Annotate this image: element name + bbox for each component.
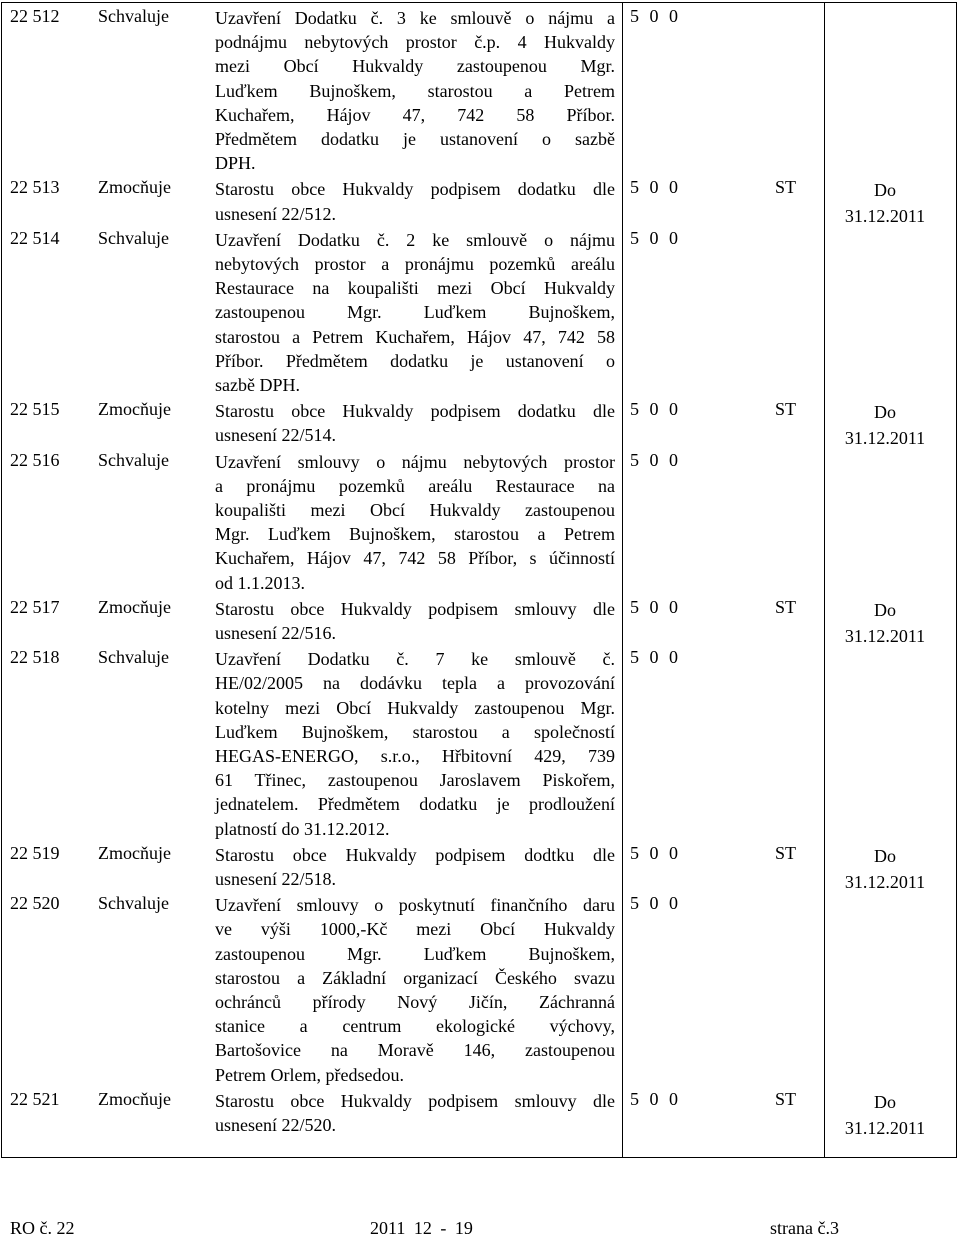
resolution-text-line: zastoupenou Mgr. Luďkem Bujnoškem,: [215, 943, 615, 964]
resolution-action: Zmocňuje: [98, 1088, 171, 1109]
resolution-text-line: usnesení 22/518.: [215, 869, 336, 889]
deadline-label: Do: [874, 1091, 896, 1112]
resolution-text-line: podnájmu nebytových prostor č.p. 4 Hukvaldy: [215, 32, 615, 53]
resolution-text-line: platností do 31.12.2012.: [215, 818, 390, 839]
resolution-text-line: starostou a Petrem Kuchařem, Hájov 47, 742 58: [215, 326, 615, 347]
resolution-text-line: sazbě DPH.: [215, 375, 300, 396]
resolution-text-line: Luďkem Bujnoškem, starostou a Petrem: [215, 80, 615, 101]
resolution-text-line: Restaurace na koupališti mezi Obcí Hukvaldy: [215, 278, 615, 299]
deadline: [825, 843, 945, 895]
resolution-text-line: zastoupenou Mgr. Luďkem Bujnoškem,: [215, 302, 615, 323]
resolution-text-line: Příbor. Předmětem dodatku je ustanovení o: [215, 350, 615, 371]
resolution-text-line: 61 Třinec, zastoupenou Jaroslavem Piskořem,: [215, 770, 615, 791]
resolution-action: Zmocňuje: [98, 399, 171, 420]
deadline-date: 31.12.2011: [844, 871, 926, 892]
resolution-text-line: Luďkem Bujnoškem, starostou a společností: [215, 721, 615, 742]
vote-count: 5 0 0: [630, 227, 678, 248]
resolution-text-line: Uzavření smlouvy o nájmu nebytových prostor: [215, 451, 615, 472]
responsible-person: ST: [775, 1088, 797, 1109]
resolution-text-line: a pronájmu pozemků areálu Restaurace na: [215, 475, 615, 496]
resolution-action: Zmocňuje: [98, 177, 171, 198]
resolution-text: [215, 647, 615, 841]
deadline: [825, 399, 945, 451]
resolution-text: [215, 893, 615, 1087]
deadline-label: Do: [874, 599, 896, 620]
resolution-number: 22 516: [10, 449, 60, 470]
resolution-number: 22 512: [10, 6, 60, 26]
resolution-text-line: Starostu obce Hukvaldy podpisem smlouvy dle: [215, 1090, 615, 1111]
resolution-text-line: usnesení 22/514.: [215, 425, 336, 446]
responsible-person: ST: [775, 177, 797, 198]
resolution-text-line: usnesení 22/516.: [215, 623, 336, 643]
resolution-text-line: usnesení 22/520.: [215, 1115, 336, 1135]
resolution-text: [215, 6, 615, 175]
resolution-action: Zmocňuje: [98, 842, 171, 863]
resolution-text-line: HE/02/2005 na dodávku tepla a provozování: [215, 673, 615, 694]
deadline-date: 31.12.2011: [844, 1117, 926, 1138]
resolution-number: 22 514: [10, 227, 60, 248]
page-footer: [0, 1218, 960, 1242]
resolution-text-line: Petrem Orlem, předsedou.: [215, 1064, 404, 1085]
vote-count: 5 0 0: [630, 177, 678, 198]
resolution-text-line: Uzavření Dodatku č. 2 ke smlouvě o nájmu: [215, 229, 615, 250]
resolution-text-line: mezi Obcí Hukvaldy zastoupenou Mgr.: [215, 56, 615, 77]
resolution-text-line: nebytových prostor a pronájmu pozemků areálu: [215, 254, 615, 274]
responsible-person: ST: [775, 842, 797, 863]
resolution-number: 22 515: [10, 399, 60, 420]
deadline-date: 31.12.2011: [844, 428, 926, 449]
resolution-text-line: Uzavření Dodatku č. 7 ke smlouvě č.: [215, 649, 615, 670]
resolution-text-line: Starostu obce Hukvaldy podpisem dodtku dle: [215, 844, 615, 865]
resolution-text-line: Předmětem dodatku je ustanovení o sazbě: [215, 129, 615, 150]
resolution-text: [215, 228, 615, 397]
resolution-text-line: DPH.: [215, 153, 256, 174]
resolution-number: 22 513: [10, 177, 60, 198]
footer-date: 2011 12 - 19: [370, 1218, 473, 1238]
column-divider-term: [824, 2, 825, 1158]
resolution-text-line: Starostu obce Hukvaldy podpisem dodatku dle: [215, 401, 615, 422]
resolution-text-line: od 1.1.2013.: [215, 572, 305, 593]
footer-meeting-number: RO č. 22: [10, 1218, 75, 1238]
resolution-text: [215, 177, 615, 225]
deadline-label: Do: [874, 180, 896, 201]
deadline: [825, 1089, 945, 1141]
resolution-number: 22 519: [10, 842, 60, 863]
deadline: [825, 597, 945, 649]
resolution-action: Schvaluje: [98, 227, 169, 248]
vote-count: 5 0 0: [630, 6, 678, 26]
resolution-text-line: ochránců přírody Nový Jičín, Záchranná: [215, 992, 615, 1012]
resolution-text-line: Uzavření smlouvy o poskytnutí finančního daru: [215, 895, 615, 916]
resolution-text-line: ve výši 1000,-Kč mezi Obcí Hukvaldy: [215, 919, 615, 940]
resolution-text-line: usnesení 22/512.: [215, 203, 336, 224]
resolution-text: [215, 597, 615, 645]
vote-count: 5 0 0: [630, 1088, 678, 1109]
resolution-action: Schvaluje: [98, 893, 169, 914]
deadline: [825, 177, 945, 229]
column-divider-votes: [622, 2, 623, 1158]
deadline-label: Do: [874, 845, 896, 866]
resolution-text-line: koupališti mezi Obcí Hukvaldy zastoupenou: [215, 500, 615, 520]
resolution-text-line: Uzavření Dodatku č. 3 ke smlouvě o nájmu a: [215, 8, 615, 28]
footer-page-number: strana č.3: [770, 1218, 839, 1238]
vote-count: 5 0 0: [630, 842, 678, 863]
vote-count: 5 0 0: [630, 596, 678, 617]
resolution-number: 22 521: [10, 1088, 60, 1109]
resolution-text: [215, 450, 615, 595]
vote-count: 5 0 0: [630, 893, 678, 914]
vote-count: 5 0 0: [630, 399, 678, 420]
resolution-number: 22 520: [10, 893, 60, 914]
resolution-action: Schvaluje: [98, 449, 169, 470]
resolution-text: [215, 399, 615, 447]
vote-count: 5 0 0: [630, 647, 678, 668]
responsible-person: ST: [775, 596, 797, 617]
deadline-date: 31.12.2011: [844, 206, 926, 227]
deadline-label: Do: [874, 402, 896, 423]
resolution-text-line: Kuchařem, Hájov 47, 742 58 Příbor.: [215, 104, 615, 125]
deadline-date: 31.12.2011: [844, 625, 926, 646]
resolution-action: Schvaluje: [98, 6, 169, 26]
resolution-text-line: kotelny mezi Obcí Hukvaldy zastoupenou Mgr.: [215, 697, 615, 718]
resolution-action: Schvaluje: [98, 647, 169, 668]
resolution-text-line: HEGAS-ENERGO, s.r.o., Hřbitovní 429, 739: [215, 746, 615, 766]
resolution-number: 22 518: [10, 647, 60, 668]
resolution-text-line: starostou a Základní organizací Českého svazu: [215, 967, 615, 988]
resolution-text-line: Starostu obce Hukvaldy podpisem dodatku dle: [215, 179, 615, 200]
resolution-text-line: Mgr. Luďkem Bujnoškem, starostou a Petrem: [215, 524, 615, 545]
resolution-text-line: Kuchařem, Hájov 47, 742 58 Příbor, s účinností: [215, 548, 615, 569]
responsible-person: ST: [775, 399, 797, 420]
resolution-text: [215, 843, 615, 891]
resolution-text-line: jednatelem. Předmětem dodatku je prodloužení: [215, 794, 615, 815]
resolution-number: 22 517: [10, 596, 60, 617]
resolution-text-line: Bartošovice na Moravě 146, zastoupenou: [215, 1040, 615, 1061]
resolution-action: Zmocňuje: [98, 596, 171, 617]
resolution-text-line: Starostu obce Hukvaldy podpisem smlouvy dle: [215, 598, 615, 619]
resolution-text: [215, 1089, 615, 1137]
vote-count: 5 0 0: [630, 449, 678, 470]
resolution-text-line: stanice a centrum ekologické výchovy,: [215, 1016, 615, 1037]
